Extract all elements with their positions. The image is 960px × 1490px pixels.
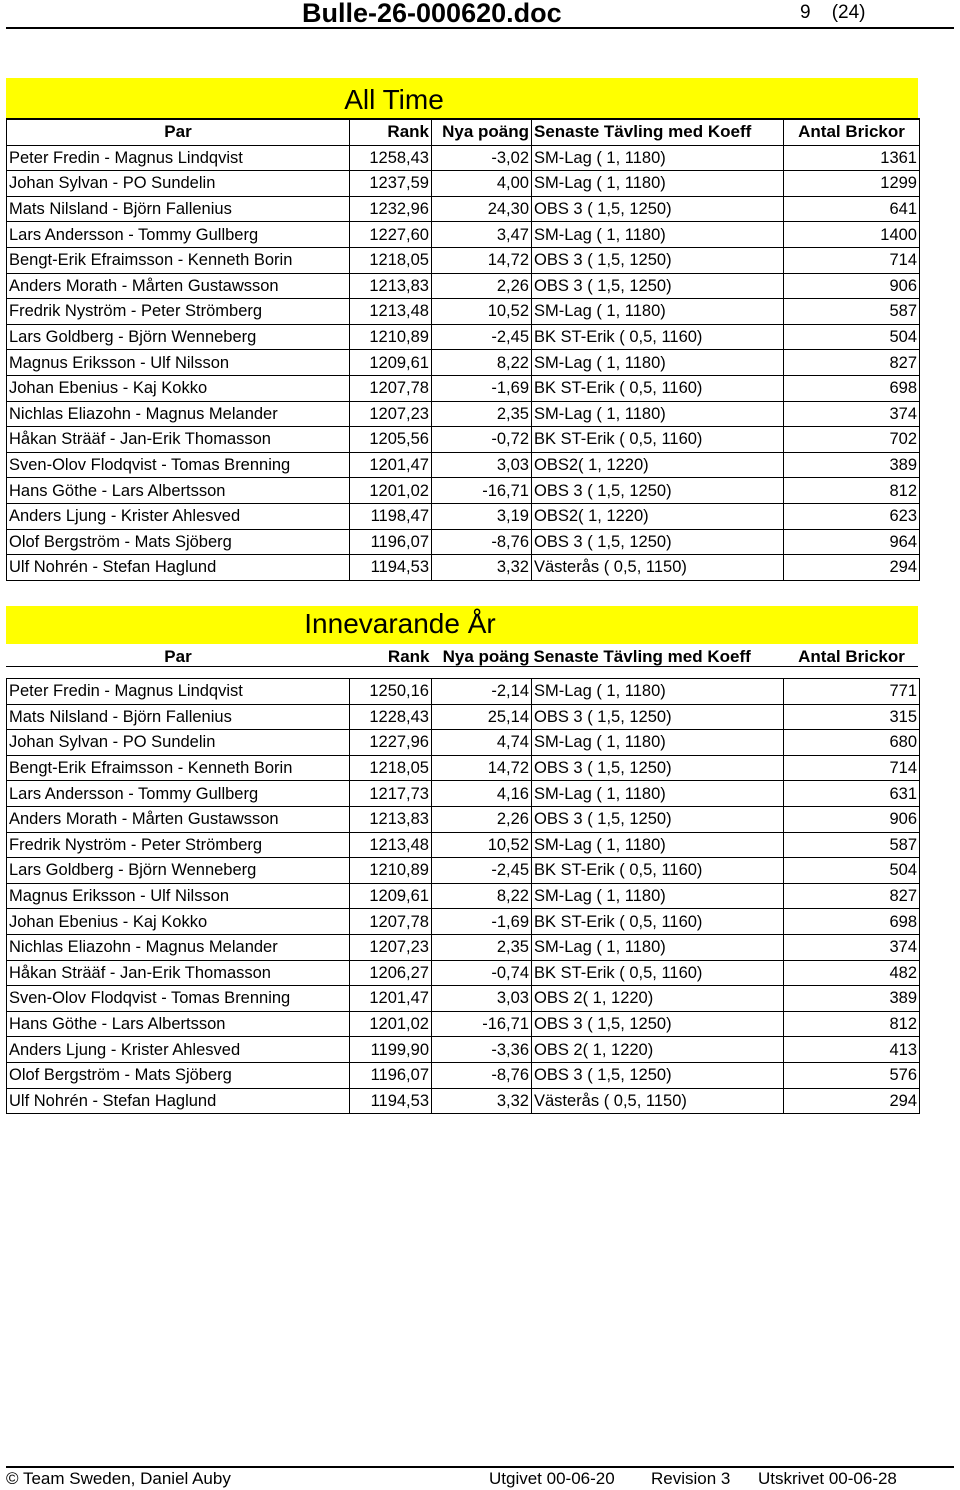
cell-rank: 1194,53 bbox=[350, 555, 432, 581]
cell-boards: 680 bbox=[784, 730, 920, 756]
cell-par: Johan Ebenius - Kaj Kokko bbox=[7, 909, 350, 935]
cell-last-competition: OBS 3 ( 1,5, 1250) bbox=[532, 196, 784, 222]
cell-new-points: 8,22 bbox=[432, 883, 532, 909]
cell-par: Lars Goldberg - Björn Wenneberg bbox=[7, 324, 350, 350]
cell-last-competition: OBS 3 ( 1,5, 1250) bbox=[532, 478, 784, 504]
table-row bbox=[7, 324, 920, 350]
cell-last-competition: OBS 3 ( 1,5, 1250) bbox=[532, 704, 784, 730]
page-number: 9 (24) bbox=[800, 2, 866, 23]
cell-par: Olof Bergström - Mats Sjöberg bbox=[7, 529, 350, 555]
cell-new-points: 2,35 bbox=[432, 934, 532, 960]
table-row bbox=[7, 1011, 920, 1037]
cell-rank: 1207,78 bbox=[350, 375, 432, 401]
cell-par: Olof Bergström - Mats Sjöberg bbox=[7, 1062, 350, 1088]
cell-boards: 827 bbox=[784, 350, 920, 376]
table-row bbox=[7, 478, 920, 504]
col-boards: Antal Brickor bbox=[798, 647, 905, 666]
cell-rank: 1250,16 bbox=[350, 679, 432, 705]
cell-par: Fredrik Nyström - Peter Strömberg bbox=[7, 299, 350, 325]
cell-rank: 1196,07 bbox=[350, 1062, 432, 1088]
cell-new-points: 3,32 bbox=[432, 555, 532, 581]
footer-published: Utgivet 00-06-20 bbox=[489, 1469, 615, 1488]
table-row bbox=[7, 145, 920, 171]
cell-rank: 1201,47 bbox=[350, 986, 432, 1012]
col-par: Par bbox=[164, 647, 192, 666]
cell-rank: 1218,05 bbox=[350, 247, 432, 273]
cell-rank: 1209,61 bbox=[350, 883, 432, 909]
table-row bbox=[7, 755, 920, 781]
table-header-row bbox=[7, 119, 920, 145]
table-row bbox=[7, 555, 920, 581]
cell-rank: 1217,73 bbox=[350, 781, 432, 807]
cell-last-competition: OBS2( 1, 1220) bbox=[532, 452, 784, 478]
cell-boards: 315 bbox=[784, 704, 920, 730]
cell-rank: 1199,90 bbox=[350, 1037, 432, 1063]
cell-par: Ulf Nohrén - Stefan Haglund bbox=[7, 555, 350, 581]
col-new-points: Nya poäng bbox=[442, 647, 530, 666]
cell-new-points: 3,03 bbox=[432, 452, 532, 478]
cell-last-competition: OBS 3 ( 1,5, 1250) bbox=[532, 247, 784, 273]
col-rank: Rank bbox=[350, 119, 432, 145]
cell-boards: 374 bbox=[784, 401, 920, 427]
cell-par: Anders Ljung - Krister Ahlesved bbox=[7, 1037, 350, 1063]
cell-new-points: -2,45 bbox=[432, 858, 532, 884]
table-header-row bbox=[7, 644, 920, 670]
cell-rank: 1207,23 bbox=[350, 934, 432, 960]
cell-par: Peter Fredin - Magnus Lindqvist bbox=[7, 679, 350, 705]
footer-revision: Revision 3 bbox=[651, 1469, 731, 1488]
cell-new-points: 4,16 bbox=[432, 781, 532, 807]
cell-rank: 1207,23 bbox=[350, 401, 432, 427]
cell-rank: 1207,78 bbox=[350, 909, 432, 935]
cell-rank: 1201,02 bbox=[350, 478, 432, 504]
cell-last-competition: Västerås ( 0,5, 1150) bbox=[532, 1088, 784, 1114]
cell-new-points: -16,71 bbox=[432, 1011, 532, 1037]
cell-par: Lars Andersson - Tommy Gullberg bbox=[7, 222, 350, 248]
cell-boards: 504 bbox=[784, 858, 920, 884]
all-time-table bbox=[6, 118, 920, 581]
cell-last-competition: SM-Lag ( 1, 1180) bbox=[532, 171, 784, 197]
cell-rank: 1232,96 bbox=[350, 196, 432, 222]
table-row bbox=[7, 375, 920, 401]
cell-last-competition: BK ST-Erik ( 0,5, 1160) bbox=[532, 375, 784, 401]
cell-par: Mats Nilsland - Björn Fallenius bbox=[7, 704, 350, 730]
cell-boards: 389 bbox=[784, 452, 920, 478]
cell-par: Håkan Strääf - Jan-Erik Thomasson bbox=[7, 960, 350, 986]
cell-rank: 1210,89 bbox=[350, 324, 432, 350]
cell-last-competition: OBS 3 ( 1,5, 1250) bbox=[532, 1062, 784, 1088]
cell-last-competition: SM-Lag ( 1, 1180) bbox=[532, 222, 784, 248]
cell-rank: 1205,56 bbox=[350, 427, 432, 453]
cell-last-competition: BK ST-Erik ( 0,5, 1160) bbox=[532, 324, 784, 350]
table-row bbox=[7, 883, 920, 909]
cell-par: Nichlas Eliazohn - Magnus Melander bbox=[7, 401, 350, 427]
table-row bbox=[7, 171, 920, 197]
cell-par: Lars Andersson - Tommy Gullberg bbox=[7, 781, 350, 807]
table-row bbox=[7, 730, 920, 756]
table-row bbox=[7, 858, 920, 884]
cell-rank: 1213,48 bbox=[350, 299, 432, 325]
cell-boards: 906 bbox=[784, 273, 920, 299]
cell-new-points: 14,72 bbox=[432, 247, 532, 273]
cell-new-points: -8,76 bbox=[432, 529, 532, 555]
cell-rank: 1227,60 bbox=[350, 222, 432, 248]
cell-new-points: 10,52 bbox=[432, 299, 532, 325]
table-row bbox=[7, 247, 920, 273]
cell-boards: 294 bbox=[784, 555, 920, 581]
cell-rank: 1209,61 bbox=[350, 350, 432, 376]
cell-rank: 1213,83 bbox=[350, 806, 432, 832]
cell-last-competition: OBS 3 ( 1,5, 1250) bbox=[532, 1011, 784, 1037]
cell-rank: 1213,48 bbox=[350, 832, 432, 858]
cell-rank: 1210,89 bbox=[350, 858, 432, 884]
table-row bbox=[7, 832, 920, 858]
cell-last-competition: OBS 2( 1, 1220) bbox=[532, 986, 784, 1012]
cell-new-points: 3,32 bbox=[432, 1088, 532, 1114]
cell-new-points: -3,02 bbox=[432, 145, 532, 171]
cell-rank: 1227,96 bbox=[350, 730, 432, 756]
cell-boards: 827 bbox=[784, 883, 920, 909]
cell-last-competition: Västerås ( 0,5, 1150) bbox=[532, 555, 784, 581]
cell-new-points: -2,14 bbox=[432, 679, 532, 705]
cell-par: Magnus Eriksson - Ulf Nilsson bbox=[7, 883, 350, 909]
table-row bbox=[7, 350, 920, 376]
cell-boards: 641 bbox=[784, 196, 920, 222]
table-row bbox=[7, 401, 920, 427]
cell-boards: 623 bbox=[784, 503, 920, 529]
cell-par: Hans Göthe - Lars Albertsson bbox=[7, 1011, 350, 1037]
col-last-competition: Senaste Tävling med Koeff bbox=[532, 119, 784, 145]
cell-last-competition: SM-Lag ( 1, 1180) bbox=[532, 883, 784, 909]
table-row bbox=[7, 529, 920, 555]
cell-boards: 587 bbox=[784, 832, 920, 858]
cell-par: Anders Ljung - Krister Ahlesved bbox=[7, 503, 350, 529]
footer-rule bbox=[6, 1466, 954, 1468]
cell-rank: 1194,53 bbox=[350, 1088, 432, 1114]
cell-new-points: -2,45 bbox=[432, 324, 532, 350]
cell-new-points: -1,69 bbox=[432, 375, 532, 401]
table-row bbox=[7, 196, 920, 222]
col-par: Par bbox=[7, 119, 350, 145]
cell-last-competition: SM-Lag ( 1, 1180) bbox=[532, 145, 784, 171]
cell-last-competition: BK ST-Erik ( 0,5, 1160) bbox=[532, 960, 784, 986]
cell-boards: 374 bbox=[784, 934, 920, 960]
cell-last-competition: BK ST-Erik ( 0,5, 1160) bbox=[532, 909, 784, 935]
cell-boards: 631 bbox=[784, 781, 920, 807]
cell-new-points: 3,47 bbox=[432, 222, 532, 248]
col-rank: Rank bbox=[387, 647, 430, 666]
cell-last-competition: SM-Lag ( 1, 1180) bbox=[532, 350, 784, 376]
cell-par: Johan Ebenius - Kaj Kokko bbox=[7, 375, 350, 401]
cell-par: Nichlas Eliazohn - Magnus Melander bbox=[7, 934, 350, 960]
cell-rank: 1201,47 bbox=[350, 452, 432, 478]
cell-par: Johan Sylvan - PO Sundelin bbox=[7, 730, 350, 756]
cell-last-competition: SM-Lag ( 1, 1180) bbox=[532, 832, 784, 858]
all-time-title: All Time bbox=[344, 84, 444, 115]
table-row bbox=[7, 704, 920, 730]
cell-new-points: 24,30 bbox=[432, 196, 532, 222]
cell-new-points: -16,71 bbox=[432, 478, 532, 504]
cell-rank: 1206,27 bbox=[350, 960, 432, 986]
cell-par: Johan Sylvan - PO Sundelin bbox=[7, 171, 350, 197]
cell-par: Peter Fredin - Magnus Lindqvist bbox=[7, 145, 350, 171]
cell-last-competition: OBS 2( 1, 1220) bbox=[532, 1037, 784, 1063]
table-row bbox=[7, 503, 920, 529]
cell-last-competition: SM-Lag ( 1, 1180) bbox=[532, 401, 784, 427]
cell-last-competition: OBS 3 ( 1,5, 1250) bbox=[532, 273, 784, 299]
header-rule bbox=[6, 27, 954, 29]
cell-last-competition: BK ST-Erik ( 0,5, 1160) bbox=[532, 858, 784, 884]
col-last-competition: Senaste Tävling med Koeff bbox=[533, 647, 751, 666]
cell-new-points: 2,26 bbox=[432, 806, 532, 832]
cell-last-competition: OBS 3 ( 1,5, 1250) bbox=[532, 529, 784, 555]
table-row bbox=[7, 909, 920, 935]
table-row bbox=[7, 273, 920, 299]
table-row bbox=[7, 299, 920, 325]
table-row bbox=[7, 222, 920, 248]
cell-boards: 576 bbox=[784, 1062, 920, 1088]
cell-new-points: 2,35 bbox=[432, 401, 532, 427]
cell-par: Håkan Strääf - Jan-Erik Thomasson bbox=[7, 427, 350, 453]
cell-new-points: 14,72 bbox=[432, 755, 532, 781]
cell-new-points: 3,19 bbox=[432, 503, 532, 529]
cell-boards: 812 bbox=[784, 1011, 920, 1037]
cell-par: Mats Nilsland - Björn Fallenius bbox=[7, 196, 350, 222]
cell-last-competition: BK ST-Erik ( 0,5, 1160) bbox=[532, 427, 784, 453]
table-row bbox=[7, 934, 920, 960]
cell-last-competition: OBS2( 1, 1220) bbox=[532, 503, 784, 529]
cell-boards: 504 bbox=[784, 324, 920, 350]
cell-rank: 1201,02 bbox=[350, 1011, 432, 1037]
table-row bbox=[7, 679, 920, 705]
cell-boards: 1400 bbox=[784, 222, 920, 248]
cell-par: Anders Morath - Mårten Gustawsson bbox=[7, 806, 350, 832]
cell-par: Bengt-Erik Efraimsson - Kenneth Borin bbox=[7, 247, 350, 273]
cell-par: Sven-Olov Flodqvist - Tomas Brenning bbox=[7, 452, 350, 478]
cell-last-competition: SM-Lag ( 1, 1180) bbox=[532, 730, 784, 756]
table-row bbox=[7, 452, 920, 478]
cell-last-competition: OBS 3 ( 1,5, 1250) bbox=[532, 806, 784, 832]
page-header bbox=[0, 0, 960, 30]
cell-boards: 1361 bbox=[784, 145, 920, 171]
col-new-points: Nya poäng bbox=[432, 119, 532, 145]
table-row bbox=[7, 427, 920, 453]
cell-new-points: 4,00 bbox=[432, 171, 532, 197]
cell-rank: 1213,83 bbox=[350, 273, 432, 299]
current-year-title: Innevarande År bbox=[304, 608, 496, 639]
table-row bbox=[7, 781, 920, 807]
cell-par: Lars Goldberg - Björn Wenneberg bbox=[7, 858, 350, 884]
cell-par: Bengt-Erik Efraimsson - Kenneth Borin bbox=[7, 755, 350, 781]
col-boards: Antal Brickor bbox=[784, 119, 920, 145]
footer-printed: Utskrivet 00-06-28 bbox=[758, 1469, 897, 1488]
cell-new-points: -0,72 bbox=[432, 427, 532, 453]
cell-par: Fredrik Nyström - Peter Strömberg bbox=[7, 832, 350, 858]
document-name: Bulle-26-000620.doc bbox=[302, 0, 562, 28]
cell-boards: 698 bbox=[784, 909, 920, 935]
cell-boards: 771 bbox=[784, 679, 920, 705]
cell-rank: 1198,47 bbox=[350, 503, 432, 529]
cell-boards: 714 bbox=[784, 755, 920, 781]
table-row bbox=[7, 806, 920, 832]
cell-last-competition: SM-Lag ( 1, 1180) bbox=[532, 679, 784, 705]
cell-boards: 389 bbox=[784, 986, 920, 1012]
cell-boards: 587 bbox=[784, 299, 920, 325]
cell-boards: 413 bbox=[784, 1037, 920, 1063]
table-row bbox=[7, 1088, 920, 1114]
cell-boards: 698 bbox=[784, 375, 920, 401]
cell-new-points: 2,26 bbox=[432, 273, 532, 299]
cell-boards: 702 bbox=[784, 427, 920, 453]
cell-last-competition: OBS 3 ( 1,5, 1250) bbox=[532, 755, 784, 781]
cell-boards: 294 bbox=[784, 1088, 920, 1114]
cell-last-competition: SM-Lag ( 1, 1180) bbox=[532, 934, 784, 960]
cell-new-points: -0,74 bbox=[432, 960, 532, 986]
cell-new-points: -8,76 bbox=[432, 1062, 532, 1088]
cell-last-competition: SM-Lag ( 1, 1180) bbox=[532, 299, 784, 325]
cell-new-points: 3,03 bbox=[432, 986, 532, 1012]
cell-boards: 714 bbox=[784, 247, 920, 273]
cell-boards: 906 bbox=[784, 806, 920, 832]
cell-new-points: 4,74 bbox=[432, 730, 532, 756]
table-row bbox=[7, 960, 920, 986]
cell-boards: 1299 bbox=[784, 171, 920, 197]
cell-par: Hans Göthe - Lars Albertsson bbox=[7, 478, 350, 504]
cell-par: Magnus Eriksson - Ulf Nilsson bbox=[7, 350, 350, 376]
cell-rank: 1218,05 bbox=[350, 755, 432, 781]
cell-par: Sven-Olov Flodqvist - Tomas Brenning bbox=[7, 986, 350, 1012]
cell-rank: 1258,43 bbox=[350, 145, 432, 171]
table-row bbox=[7, 1062, 920, 1088]
cell-new-points: -1,69 bbox=[432, 909, 532, 935]
cell-new-points: 8,22 bbox=[432, 350, 532, 376]
cell-new-points: 25,14 bbox=[432, 704, 532, 730]
footer-credit: © Team Sweden, Daniel Auby bbox=[6, 1469, 231, 1488]
cell-rank: 1228,43 bbox=[350, 704, 432, 730]
table-row bbox=[7, 986, 920, 1012]
cell-new-points: 10,52 bbox=[432, 832, 532, 858]
cell-last-competition: SM-Lag ( 1, 1180) bbox=[532, 781, 784, 807]
cell-boards: 964 bbox=[784, 529, 920, 555]
cell-rank: 1237,59 bbox=[350, 171, 432, 197]
table-row bbox=[7, 1037, 920, 1063]
cell-par: Anders Morath - Mårten Gustawsson bbox=[7, 273, 350, 299]
cell-new-points: -3,36 bbox=[432, 1037, 532, 1063]
cell-par: Ulf Nohrén - Stefan Haglund bbox=[7, 1088, 350, 1114]
current-year-table bbox=[6, 644, 920, 1114]
cell-boards: 812 bbox=[784, 478, 920, 504]
cell-rank: 1196,07 bbox=[350, 529, 432, 555]
cell-boards: 482 bbox=[784, 960, 920, 986]
